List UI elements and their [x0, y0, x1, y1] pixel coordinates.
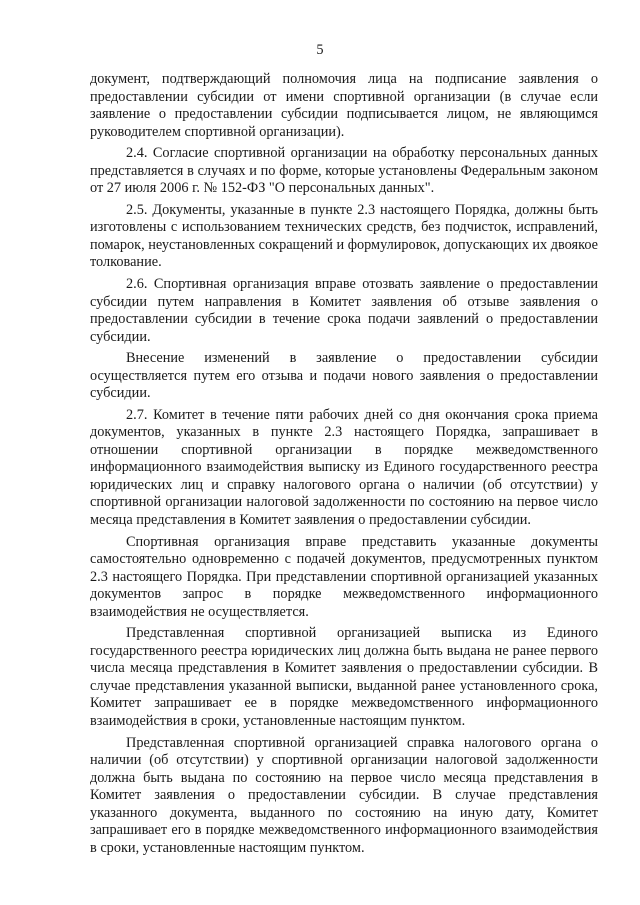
paragraph-2-6: 2.6. Спортивная организация вправе отозвать заявление о предоставлении субсидии путем направления в Комитет заявления об отзыве заявления о предоставлении субсидии в течение срока подачи заявлений о предоставлении субсидии. [90, 276, 598, 345]
paragraph-continuation: документ, подтверждающий полномочия лица на подписание заявления о предоставлении субсидии от имени спортивной организации (в случае если заявление о предоставлении субсидии подписывается лицом, не являющимся руководителем спортивной организации). [90, 71, 598, 140]
paragraph-2-4: 2.4. Согласие спортивной организации на обработку персональных данных представляется в случаях и по форме, которые установлены Федеральным законом от 27 июля 2006 г. № 152-ФЗ "О персональных данных". [90, 145, 598, 197]
paragraph-registry-extract: Представленная спортивной организацией выписка из Единого государственного реестра юридических лиц должна быть выдана не ранее первого числа месяца представления в Комитет заявления о предоставлении субсидии. В случае представления указанной выписки, выданной ранее установленного срока, Комитет запрашивает ее в порядке межведомственного информационного взаимодействия в сроки, установленные настоящим пунктом. [90, 625, 598, 729]
paragraph-2-5: 2.5. Документы, указанные в пункте 2.3 настоящего Порядка, должны быть изготовлены с использованием технических средств, без подчисток, исправлений, помарок, неустановленных сокращений и формулировок, допускающих их двоякое толкование. [90, 201, 598, 271]
paragraph-tax-certificate: Представленная спортивной организацией справка налогового органа о наличии (об отсутствии) у спортивной организации налоговой задолженности должна быть выдана по состоянию на первое число месяца представления в Комитет заявления о предоставлении субсидии. В случае представления указанного документа, выданного по состоянию на иную дату, Комитет запрашивает его в порядке межведомственного информационного взаимодействия в сроки, установленные настоящим пунктом. [90, 734, 598, 856]
document-body [90, 71, 598, 861]
paragraph-2-7: 2.7. Комитет в течение пяти рабочих дней со дня окончания срока приема документов, указанных в пункте 2.3 настоящего Порядка, запрашивает в отношении спортивной организации в порядке межведомственного информационного взаимодействия выписку из Единого государственного реестра юридических лиц и справку налогового органа о наличии (об отсутствии) у спортивной организации налоговой задолженности по состоянию на первое число месяца представления в Комитет заявления о предоставлении субсидии. [90, 406, 598, 528]
paragraph-amendments: Внесение изменений в заявление о предоставлении субсидии осуществляется путем его отзыва и подачи нового заявления о предоставлении субсидии. [90, 350, 598, 402]
page-number: 5 [316, 42, 324, 58]
paragraph-self-submission: Спортивная организация вправе представить указанные документы самостоятельно одновременно с подачей документов, предусмотренных пунктом 2.3 настоящего Порядка. При представлении спортивной организацией указанных документов запрос в порядке межведомственного информационного взаимодействия не осуществляется. [90, 533, 598, 620]
